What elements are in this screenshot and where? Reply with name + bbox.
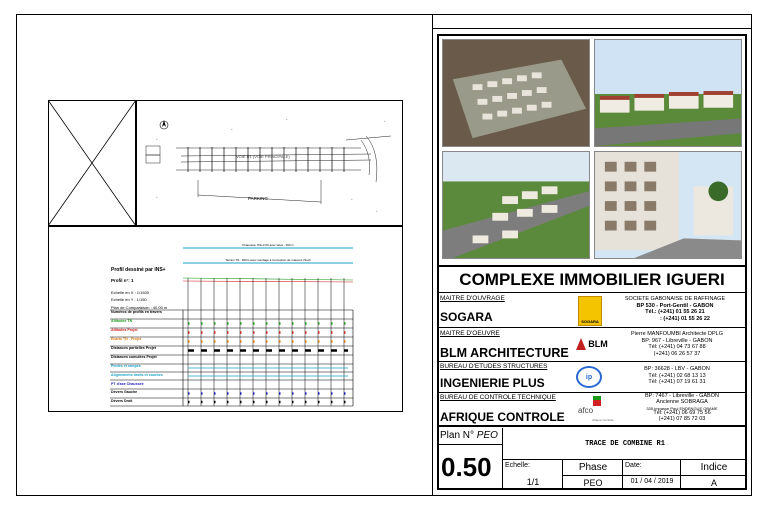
- titleblock-top-rule: [432, 28, 752, 29]
- profile-row-label: Altitudes Projet: [111, 328, 138, 332]
- profile-row-label: Altitudes TN: [111, 319, 133, 323]
- project-title: COMPLEXE IMMOBILIER IGUERI: [437, 265, 747, 293]
- profile-row-label: Distances cumulées Projet: [111, 355, 157, 359]
- empty-crossed-box: [48, 100, 136, 226]
- longitudinal-profile-drawing: [48, 226, 403, 412]
- profile-row-label: Numéros de profils en travers: [111, 310, 162, 314]
- plan-number-rule: [437, 444, 503, 445]
- date-value: 01 / 04 / 2019: [630, 478, 674, 485]
- render-photo-building: [594, 151, 742, 259]
- control-label: BUREAU DE CONTROLE TECHNIQUE: [440, 394, 556, 401]
- svg-text:+: +: [376, 209, 378, 213]
- engineering-label: BUREAU D'ETUDES STRUCTURES: [440, 363, 548, 370]
- date-label: Date:: [625, 462, 642, 469]
- phase-value: PEO: [583, 478, 603, 488]
- profile-row-label: Dévers Droit: [111, 399, 133, 403]
- scale-cell: [503, 460, 563, 490]
- svg-text:+: +: [286, 117, 288, 121]
- profile-row-label: Alignements droits et courbes: [111, 373, 163, 377]
- architect-label: MAITRE D'OEUVRE: [440, 330, 500, 337]
- index-value: A: [710, 478, 717, 488]
- site-plan-drawing: [136, 100, 403, 226]
- profile-row-label: Ecarts TN - Projet: [111, 337, 142, 341]
- sogara-logo-icon: SOGARA: [578, 296, 602, 326]
- owner-name: SOGARA: [440, 310, 493, 324]
- street-label: VOIE R1 (VOIE PRINCIPALE): [236, 154, 290, 159]
- afco-logo-icon: afco Afrique Controle: [578, 396, 616, 424]
- svg-text:+: +: [351, 197, 353, 201]
- owner-address: SOCIETE GABONAISE DE RAFFINAGE BP 530 - Port-Gentil - GABON Tél.: (+241) 01 55 26 21 : (+241) 01 55 26 22: [624, 296, 726, 322]
- index-cell: [681, 460, 747, 490]
- profile-title: Profil dessiné par INS+: [111, 267, 166, 273]
- control-name: AFRIQUE CONTROLE: [440, 410, 565, 424]
- plan-number: 0.50: [441, 452, 492, 482]
- plan-description: TRACE DE COMBINE R1: [503, 428, 747, 460]
- render-photo-street-1: [594, 39, 742, 147]
- plan-number-label: Plan N° PEO: [440, 430, 498, 441]
- render-photo-aerial-1: [442, 39, 590, 147]
- control-address: BP: 7467 - Libreville - GABON Ancienne SOBRAGA 335,Impasse Paul ENDENGUE OBAME Tél: (+241) 06 69 75 56 (+241) 07 85 72 03: [645, 393, 719, 423]
- profile-scale-x: Echelle en X : 1/1500: [111, 290, 150, 295]
- date-cell: [623, 460, 681, 490]
- profile-row-label: Dévers Gauche: [111, 390, 138, 394]
- profile-row-label: Distances partielles Projet: [111, 346, 156, 350]
- scale-value: 1/1: [526, 477, 540, 487]
- profile-banner-1: Chaussée: R3+0.00 avec talus - 200 m: [242, 243, 294, 247]
- profile-row-label: Pentes et rampes: [111, 364, 141, 368]
- render-photo-aerial-2: [442, 151, 590, 259]
- profile-banner-2: Terrain TN : 600m avec sondage à l'exception de maisons (Sud): [225, 258, 311, 262]
- sheet-divider: [432, 14, 433, 496]
- phase-cell: [563, 460, 623, 490]
- profile-scale-y: Echelle en Y : 1/150: [111, 297, 147, 302]
- engineering-address: BP: 36628 - LBV - GABON Tél: (+241) 02 68 13 13 Tél: (+241) 07 19 61 31: [644, 366, 710, 385]
- ingenierie-plus-logo-icon: ip: [576, 366, 602, 388]
- phase-label: Phase: [578, 462, 608, 473]
- svg-text:+: +: [231, 127, 233, 131]
- profile-plane: Plan de Comparaison : 40.00 m: [111, 305, 168, 310]
- owner-label: MAITRE D'OUVRAGE: [440, 295, 505, 302]
- parking-label: PARKING: [248, 196, 268, 201]
- svg-text:+: +: [156, 195, 158, 199]
- blm-logo-icon: BLM: [576, 332, 608, 356]
- architect-address: Pierre MANFOUMBI Architecte DPLG BP: 967 - Libreville - GABON Tél: (+241) 04 73 67 88 (+241) 06 26 57 37: [631, 331, 723, 357]
- svg-text:+: +: [384, 119, 386, 123]
- svg-text:+: +: [156, 137, 158, 141]
- profile-number: Profil n°: 1: [111, 278, 134, 283]
- profile-row-label: PT d'axe Chaussée: [111, 382, 144, 386]
- engineering-name: INGENIERIE PLUS: [440, 376, 545, 390]
- index-label: Indice: [700, 462, 728, 473]
- architect-name: BLM ARCHITECTURE: [440, 346, 569, 360]
- scale-label: Echelle:: [505, 462, 530, 469]
